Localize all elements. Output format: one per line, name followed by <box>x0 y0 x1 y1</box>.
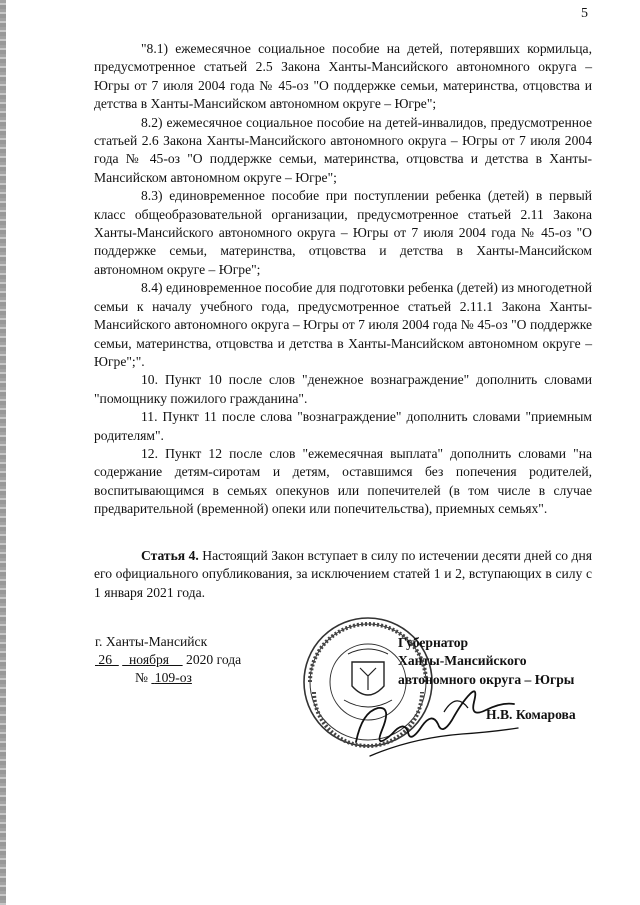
paragraph-8-2: 8.2) ежемесячное социальное пособие на детей-инвалидов, предусмотренное статьей 2.6 Закона Ханты-Мансийского автономного округа – Югры от 7 июля 2004 года № 45-оз "О поддержке семьи, материнства, отцовства и детства в Ханты-Мансийском автономном округе – Югре"; <box>94 114 592 185</box>
date-month: ноября <box>129 652 170 667</box>
signer-name: Н.В. Комарова <box>486 707 576 722</box>
signer-title-line-1: Губернатор <box>398 635 469 650</box>
paragraph-8-3: 8.3) единовременное пособие при поступлении ребенка (детей) в первый класс общеобразовательной организации, предусмотренное статьей 2.11 Закона Ханты-Мансийского автономного округа – Югры от 7 июля 2004 года № 45-оз "О поддержке семьи, материнства, отцовства и детства в Ханты-Мансийском автономном округе – Югре"; <box>94 188 592 277</box>
signing-place: г. Ханты-Мансийск <box>95 634 208 649</box>
paragraph-12: 12. Пункт 12 после слов "ежемесячная выплата" дополнить словами "на содержание детям-сиротам и детям, оставшимся без попечения родителей, воспитывающимся в семьях опекунов или попечителей (в том числе в случае предварительной (временной) опеки или попечительства), приемных семьях". <box>94 445 592 517</box>
article-4-label: Статья 4. <box>141 548 199 563</box>
paragraph-10: 10. Пункт 10 после слов "денежное вознаграждение" дополнить словами "помощнику пожилого гражданина". <box>94 372 592 406</box>
paragraph-8-1: "8.1) ежемесячное социальное пособие на детей, потерявших кормильца, предусмотренное статьей 2.5 Закона Ханты-Мансийского автономного округа – Югры от 7 июля 2004 года № 45-оз "О поддержке семьи, материнства, отцовства и детства в Ханты-Мансийском автономном округе – Югре"; <box>94 41 592 112</box>
amendment-text <box>94 40 592 519</box>
signer-title-line-3: автономного округа – Югры <box>398 671 575 687</box>
number-value: 109-оз <box>154 670 192 685</box>
signer-title-line-2: Ханты-Мансийского <box>398 653 527 669</box>
signer-title <box>398 634 574 689</box>
number-sign: № <box>135 670 148 685</box>
article-4 <box>94 547 592 602</box>
date-day: 26 <box>98 652 112 667</box>
signing-date <box>95 652 241 668</box>
law-number <box>135 670 192 686</box>
article-4-text: Настоящий Закон вступает в силу по истечении десяти дней со дня его официального опубликования, за исключением статей 1 и 2, вступающих в силу с 1 января 2021 года. <box>94 548 592 600</box>
paragraph-11: 11. Пункт 11 после слова "вознаграждение" дополнить словами "приемным родителям". <box>94 409 592 443</box>
scan-edge <box>0 0 6 905</box>
article-4-paragraph <box>94 547 592 602</box>
date-year: 2020 года <box>186 652 242 667</box>
page-number: 5 <box>581 6 588 21</box>
paragraph-8-4: 8.4) единовременное пособие для подготовки ребенка (детей) из многодетной семьи к началу учебного года, предусмотренное статьей 2.11.1 Закона Ханты-Мансийского автономного округа – Югры от 7 июля 2004 года № 45-оз "О поддержке семьи, материнства, отцовства и детства в Ханты-Мансийском автономном округе – Югре";". <box>94 280 592 369</box>
